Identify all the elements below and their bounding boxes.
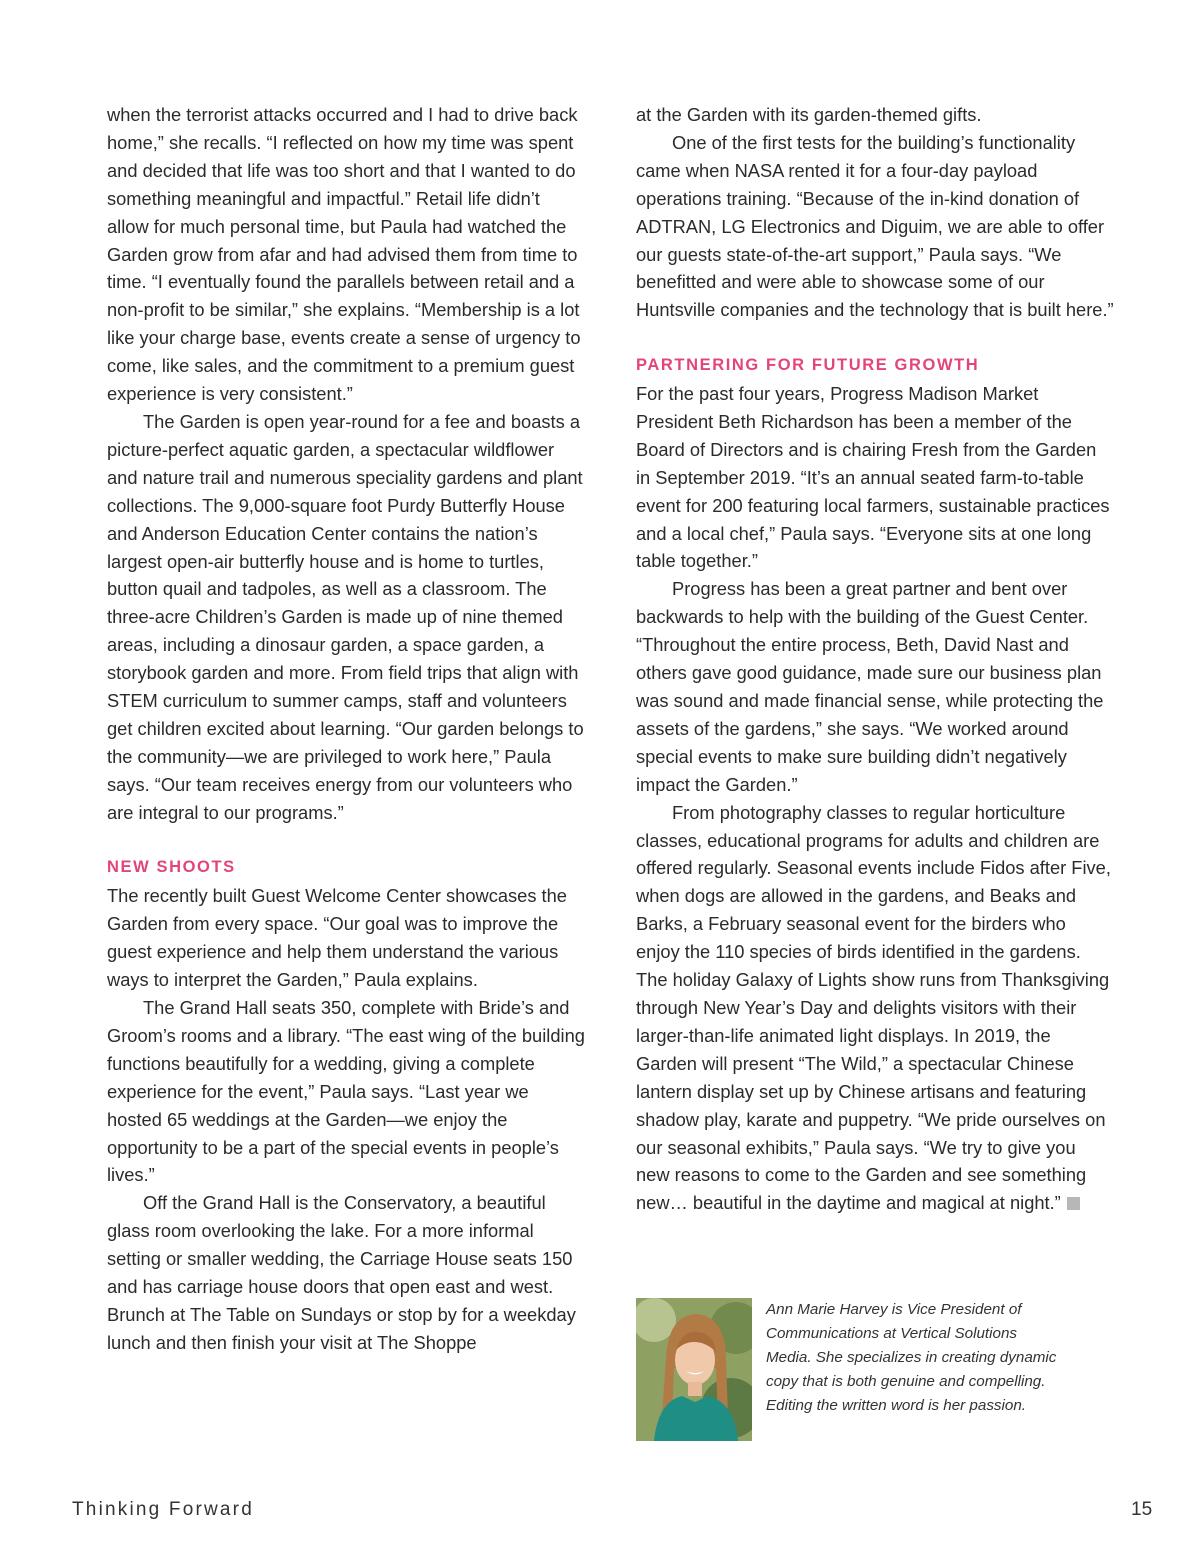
author-bio: [636, 1298, 1116, 1443]
paragraph: Off the Grand Hall is the Conservatory, a beautiful glass room overlooking the lake. For a more informal setting or smaller wedding, the Carriage House seats 150 and has carriage house doors that open east and west. Brunch at The Table on Sundays or stop by for a weekday lunch and then finish your visit at The Shoppe: [107, 1192, 576, 1353]
paragraph: The recently built Guest Welcome Center showcases the Garden from every space. “Our goal was to improve the guest experience and help them understand the various ways to interpret the Garden,” Paula explains.: [107, 885, 567, 991]
author-bio-paragraph: Ann Marie Harvey is Vice President of Communications at Vertical Solutions Media. She specializes in creating dynamic copy that is both genuine and compelling. Editing the written word is her passion.: [766, 1301, 1057, 1414]
section-spacer: [107, 827, 585, 855]
author-portrait-image: [636, 1298, 752, 1441]
paragraph: One of the first tests for the building’s functionality came when NASA rented it for a four-day payload operations training. “Because of the in-kind donation of ADTRAN, LG Electronics and Diguim, we are able to offer our guests state-of-the-art support,” Paula says. “We benefitted and were able to showcase some of our Huntsville companies and the technology that is built here.”: [636, 131, 1114, 321]
end-of-article-mark: [1067, 1197, 1080, 1210]
paragraph: The Grand Hall seats 350, complete with Bride’s and Groom’s rooms and a library. “The east wing of the building functions beautifully for a wedding, giving a complete experience for the event,” Paula says. “Last year we hosted 65 weddings at the Garden—we enjoy the opportunity to be a part of the special events in people’s lives.”: [107, 996, 585, 1186]
publication-name: Thinking Forward: [72, 1499, 254, 1520]
page-number: 15: [1131, 1499, 1153, 1520]
right-column: [636, 101, 1114, 1217]
paragraph: at the Garden with its garden-themed gifts.: [636, 104, 982, 125]
paragraph: The Garden is open year-round for a fee and boasts a picture-perfect aquatic garden, a spectacular wildflower and nature trail and numerous speciality gardens and plant collections. The 9,000-square foot Purdy Butterfly House and Anderson Education Center contains the nation’s largest open-air butterfly house and is home to turtles, button quail and tadpoles, as well as a classroom. The three-acre Children’s Garden is made up of nine themed areas, including a dinosaur garden, a space garden, a storybook garden and more. From field trips that align with STEM curriculum to summer camps, staff and volunteers get children excited about learning. “Our garden belongs to the community—we are privileged to work here,” Paula says. “Our team receives energy from our volunteers who are integral to our programs.”: [107, 410, 584, 823]
author-bio-text: [766, 1298, 1066, 1418]
author-photo: [636, 1298, 752, 1441]
paragraph: when the terrorist attacks occurred and I had to drive back home,” she recalls. “I reflected on how my time was spent and decided that life was too short and that I wanted to do something meaningful and impactful.” Retail life didn’t allow for much personal time, but Paula had watched the Garden grow from afar and had advised them from time to time. “I eventually found the parallels between retail and a non-profit to be similar,” she explains. “Membership is a lot like your charge base, events create a sense of urgency to come, like sales, and the commitment to a premium guest experience is very consistent.”: [107, 104, 581, 405]
section-heading-new-shoots: NEW SHOOTS: [107, 858, 236, 877]
section-spacer: [636, 324, 1114, 352]
paragraph: Progress has been a great partner and bent over backwards to help with the building of the Guest Center. “Throughout the entire process, Beth, David Nast and others gave good guidance, made sure our business plan was sound and made financial sense, while protecting the assets of the gardens,” she says. “We worked around special events to make sure building didn’t negatively impact the Garden.”: [636, 578, 1104, 795]
section-heading-partnering: PARTNERING FOR FUTURE GROWTH: [636, 356, 980, 375]
left-column: [107, 101, 585, 1357]
paragraph-final: [636, 799, 1114, 1218]
paragraph: For the past four years, Progress Madison Market President Beth Richardson has been a member of the Board of Directors and is chairing Fresh from the Garden in September 2019. “It’s an annual seated farm-to-table event for 200 featuring local farmers, sustainable practices and a local chef,” Paula says. “Everyone sits at one long table together.”: [636, 383, 1110, 572]
paragraph-text: From photography classes to regular horticulture classes, educational programs for adults and children are offered regularly. Seasonal events include Fidos after Five, when dogs are allowed in the gardens, and Beaks and Barks, a February seasonal event for the birders who enjoy the 110 species of birds identified in the gardens. The holiday Galaxy of Lights show runs from Thanksgiving through New Year’s Day and delights visitors with their larger-than-life animated light displays. In 2019, the Garden will present “The Wild,” a spectacular Chinese lantern display set up by Chinese artisans and featuring shadow play, karate and puppetry. “We pride ourselves on our seasonal exhibits,” Paula says. “We try to give you new reasons to come to the Garden and see something new… beautiful in the daytime and magical at night.”: [636, 801, 1111, 1214]
